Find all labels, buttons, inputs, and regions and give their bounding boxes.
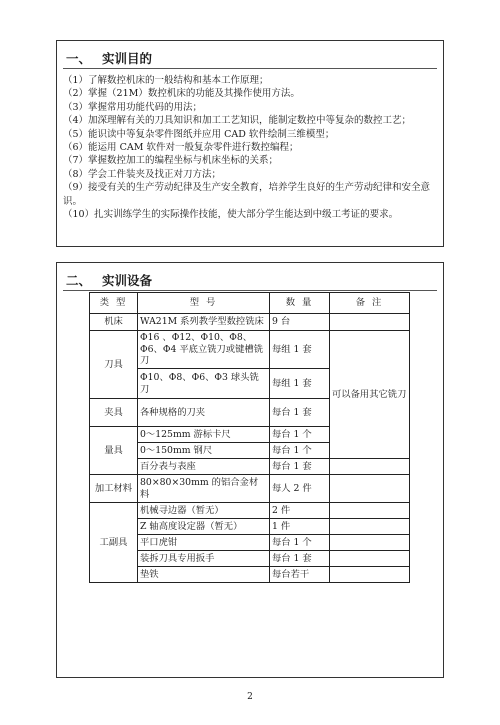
equipment-table [89,292,410,583]
table-row [90,503,410,519]
header-quantity: 数 量 [270,293,330,314]
cell-quantity: 每台 1 个 [270,535,330,551]
cell-notes [330,567,410,583]
cell-model: 平口虎钳 [138,535,270,551]
table-row [90,551,410,567]
heading-divider [63,290,437,291]
cell-type: 夹具 [90,399,138,427]
cell-model: 装拆刀具专用扳手 [138,551,270,567]
page-number: 2 [247,692,253,702]
header-notes: 备 注 [330,293,410,314]
cell-model: WA21M 系列教学型数控铣床 [138,314,270,331]
section-number: 一、 [66,51,92,66]
objective-item: （8）学会工件装夹及找正对刀方法； [63,168,222,180]
table-row [90,331,410,369]
cell-model: 0～125mm 游标卡尺 [138,427,270,443]
objective-item: （10）扎实训练学生的实际操作技能，使大部分学生能达到中级工考证的要求。 [63,209,399,221]
table-row [90,459,410,475]
cell-type: 机床 [90,314,138,331]
table-header-row [90,293,410,314]
cell-notes [330,535,410,551]
cell-quantity: 1 件 [270,519,330,535]
table-row [90,567,410,583]
table-row [90,314,410,331]
cell-quantity: 每组 1 套 [270,369,330,399]
objective-item: （9）接受有关的生产劳动纪律及生产安全教育，培养学生良好的生产劳动纪律和安全意识。 [63,182,431,207]
cell-type: 加工材料 [90,475,138,503]
cell-quantity: 9 台 [270,314,330,331]
objective-item: （3）掌握常用功能代码的用法； [63,101,203,113]
cell-type: 量具 [90,427,138,475]
cell-model: 机械寻边器（暂无） [138,503,270,519]
section-title: 实训目的 [102,51,153,66]
cell-quantity: 2 件 [270,503,330,519]
cell-quantity: 每台若干 [270,567,330,583]
section-number: 二、 [66,273,92,288]
cell-notes [330,475,410,503]
heading-divider [63,68,437,69]
objective-item: （6）能运用 CAM 软件对一般复杂零件进行数控编程； [63,142,299,154]
section-training-equipment [56,262,444,678]
cell-model: 各种规格的刀夹 [138,399,270,427]
table-row [90,475,410,503]
section-heading [66,271,152,289]
header-model: 型 号 [138,293,270,314]
cell-notes: 可以备用其它铣刀 [330,331,410,459]
objective-item: （4）加深理解有关的刀具知识和加工工艺知识，能制定数控中等复杂的数控工艺； [63,115,412,127]
objective-item: （5）能识读中等复杂零件图纸并应用 CAD 软件绘制三维模型； [63,128,335,140]
section-heading [66,49,152,67]
cell-type: 刀具 [90,331,138,399]
cell-notes [330,459,410,475]
cell-notes [330,519,410,535]
cell-quantity: 每台 1 个 [270,443,330,459]
header-type: 类 型 [90,293,138,314]
cell-model: 80×80×30mm 的铝合金材料 [138,475,270,503]
cell-notes [330,314,410,331]
objective-item: （1）了解数控机床的一般结构和基本工作原理； [63,75,269,86]
cell-quantity: 每台 1 个 [270,427,330,443]
objectives-list [63,74,439,221]
cell-model: Φ16 、Φ12、Φ10、Φ8、Φ6、Φ4 平底立铣刀或键槽铣刀 [138,331,270,369]
cell-model: 0～150mm 钢尺 [138,443,270,459]
objective-item: （7）掌握数控加工的编程坐标与机床坐标的关系； [63,155,279,167]
section-training-objectives [56,40,444,247]
objective-item: （2）掌握（21M）数控机床的功能及其操作使用方法。 [63,88,300,100]
section-title: 实训设备 [102,273,153,288]
cell-model: 百分表与表座 [138,459,270,475]
cell-quantity: 每人 2 件 [270,475,330,503]
cell-model: Φ10、Φ8、Φ6、Φ3 球头铣刀 [138,369,270,399]
cell-model: Z 轴高度设定器（暂无） [138,519,270,535]
table-row [90,535,410,551]
cell-quantity: 每台 1 套 [270,399,330,427]
table-row [90,519,410,535]
cell-quantity: 每组 1 套 [270,331,330,369]
cell-notes [330,503,410,519]
cell-quantity: 每台 1 套 [270,551,330,567]
cell-notes [330,551,410,567]
cell-type: 工副具 [90,503,138,583]
cell-model: 垫铁 [138,567,270,583]
cell-quantity: 每台 1 套 [270,459,330,475]
